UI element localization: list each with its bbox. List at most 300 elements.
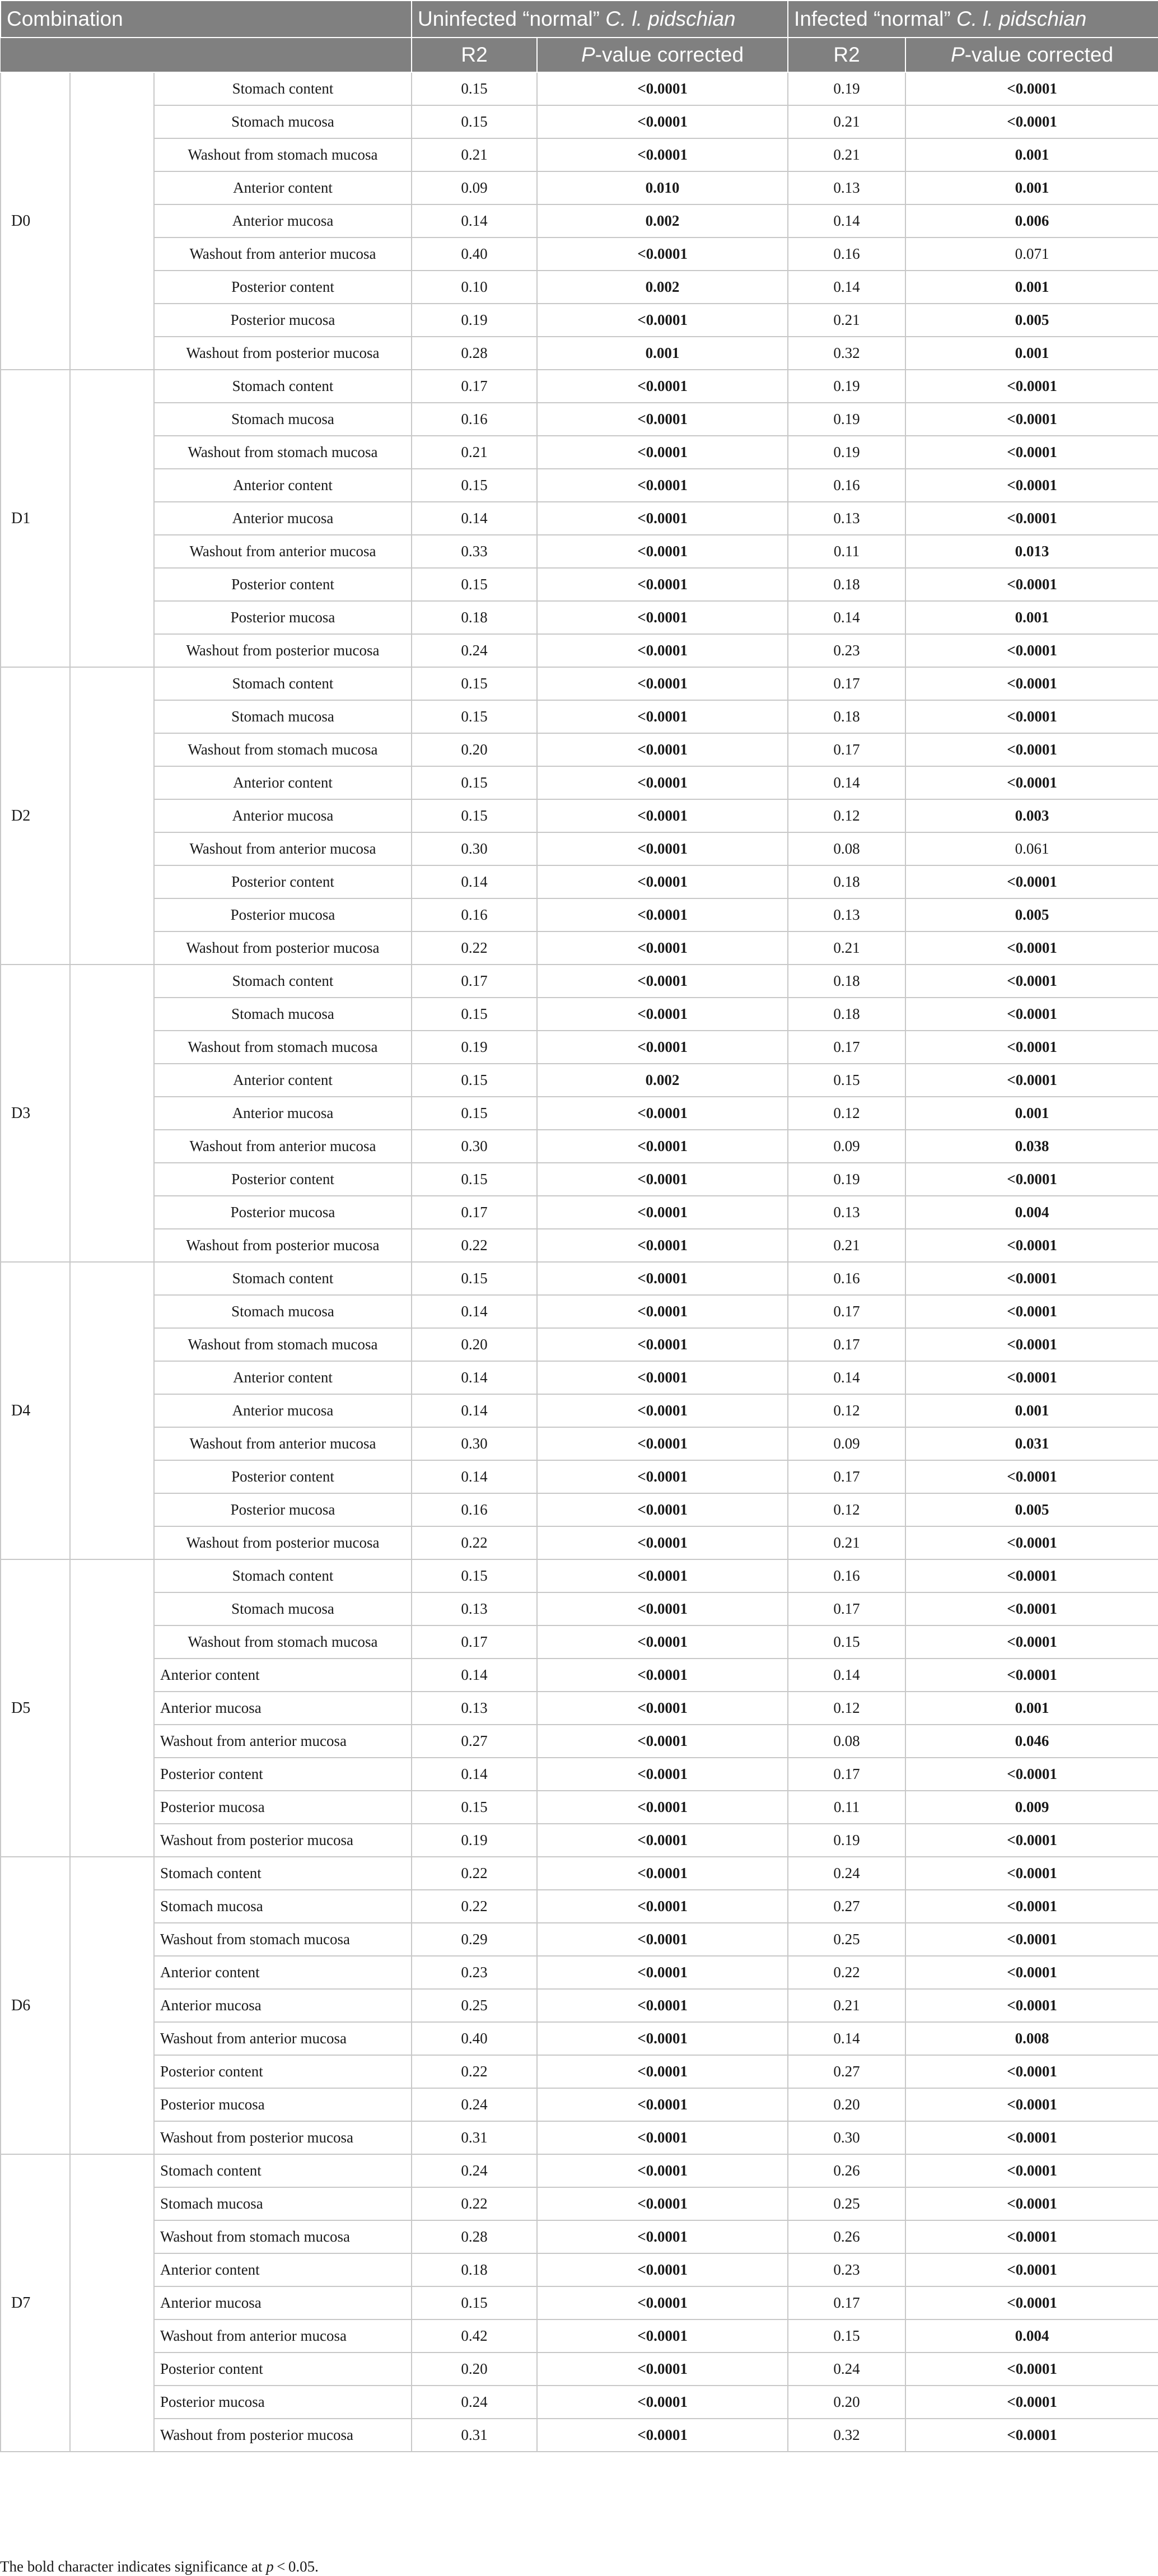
r2-uninfected-cell: 0.22 — [412, 1857, 537, 1890]
p-infected-cell: 0.004 — [905, 2319, 1158, 2353]
comparison-cell: Anterior mucosa — [154, 502, 412, 535]
p-infected-cell: <0.0001 — [905, 998, 1158, 1031]
p-infected-cell: <0.0001 — [905, 1361, 1158, 1394]
p-infected-cell: 0.001 — [905, 601, 1158, 634]
r2-infected-cell: 0.21 — [788, 1526, 905, 1559]
r2-infected-cell: 0.12 — [788, 1394, 905, 1427]
r2-infected-cell: 0.14 — [788, 601, 905, 634]
p-uninfected-cell: <0.0001 — [537, 898, 788, 931]
comparison-cell: Posterior mucosa — [154, 1196, 412, 1229]
p-uninfected-cell: <0.0001 — [537, 1361, 788, 1394]
r2-infected-cell: 0.21 — [788, 105, 905, 138]
comparison-cell: Posterior content — [154, 2055, 412, 2088]
r2-uninfected-cell: 0.15 — [412, 1262, 537, 1295]
day-label: D1 — [1, 370, 70, 667]
r2-infected-cell: 0.26 — [788, 2220, 905, 2253]
header-uninfected-prefix: Uninfected “normal” — [418, 7, 606, 30]
r2-infected-cell: 0.21 — [788, 1989, 905, 2022]
table-row — [1, 204, 1158, 237]
comparison-cell: Stomach content — [154, 72, 412, 105]
p-infected-cell: <0.0001 — [905, 2154, 1158, 2187]
r2-uninfected-cell: 0.15 — [412, 568, 537, 601]
p-uninfected-cell: <0.0001 — [537, 1725, 788, 1758]
p-uninfected-cell: <0.0001 — [537, 1097, 788, 1130]
r2-uninfected-cell: 0.15 — [412, 1064, 537, 1097]
r2-infected-cell: 0.18 — [788, 998, 905, 1031]
comparison-cell: Anterior content — [154, 1064, 412, 1097]
comparison-cell: Washout from anterior mucosa — [154, 832, 412, 865]
r2-uninfected-cell: 0.14 — [412, 1394, 537, 1427]
p-uninfected-cell: <0.0001 — [537, 535, 788, 568]
p-uninfected-cell: <0.0001 — [537, 469, 788, 502]
r2-uninfected-cell: 0.09 — [412, 171, 537, 204]
r2-uninfected-cell: 0.14 — [412, 204, 537, 237]
table-row — [1, 1031, 1158, 1064]
r2-infected-cell: 0.14 — [788, 1659, 905, 1692]
p-uninfected-cell: <0.0001 — [537, 2088, 788, 2121]
header-r2-uninfected — [412, 38, 537, 72]
comparison-cell: Washout from posterior mucosa — [154, 1824, 412, 1857]
r2-uninfected-cell: 0.15 — [412, 72, 537, 105]
table-row — [1, 2386, 1158, 2419]
r2-infected-cell: 0.15 — [788, 1625, 905, 1659]
r2-uninfected-cell: 0.15 — [412, 766, 537, 799]
table-row — [1, 2121, 1158, 2154]
r2-uninfected-cell: 0.22 — [412, 2187, 537, 2220]
p-infected-cell: <0.0001 — [905, 1328, 1158, 1361]
table-row — [1, 1659, 1158, 1692]
r2-uninfected-cell: 0.15 — [412, 1097, 537, 1130]
p-infected-cell: 0.031 — [905, 1427, 1158, 1460]
r2-uninfected-cell: 0.33 — [412, 535, 537, 568]
r2-uninfected-cell: 0.13 — [412, 1592, 537, 1625]
table-row — [1, 1493, 1158, 1526]
r2-uninfected-cell: 0.19 — [412, 1031, 537, 1064]
comparison-cell: Stomach content — [154, 2154, 412, 2187]
r2-infected-cell: 0.12 — [788, 1097, 905, 1130]
table-row — [1, 634, 1158, 667]
p-infected-cell: <0.0001 — [905, 1064, 1158, 1097]
p-uninfected-cell: <0.0001 — [537, 1625, 788, 1659]
r2-uninfected-cell: 0.14 — [412, 1295, 537, 1328]
vs-label — [70, 1559, 154, 1857]
comparison-cell: Washout from stomach mucosa — [154, 138, 412, 171]
p-uninfected-cell: <0.0001 — [537, 1824, 788, 1857]
p-infected-cell: <0.0001 — [905, 2220, 1158, 2253]
p-uninfected-cell: <0.0001 — [537, 2286, 788, 2319]
p-uninfected-cell: <0.0001 — [537, 1659, 788, 1692]
p-uninfected-cell: <0.0001 — [537, 1493, 788, 1526]
p-infected-cell: <0.0001 — [905, 1956, 1158, 1989]
vs-label — [70, 370, 154, 667]
p-infected-cell: <0.0001 — [905, 965, 1158, 998]
r2-infected-cell: 0.15 — [788, 2319, 905, 2353]
table-row — [1, 568, 1158, 601]
table-row — [1, 337, 1158, 370]
r2-infected-cell: 0.25 — [788, 2187, 905, 2220]
p-infected-cell: 0.013 — [905, 535, 1158, 568]
r2-infected-cell: 0.14 — [788, 766, 905, 799]
vs-label — [70, 72, 154, 370]
comparison-cell: Washout from stomach mucosa — [154, 2220, 412, 2253]
p-uninfected-cell: <0.0001 — [537, 733, 788, 766]
r2-infected-cell: 0.12 — [788, 799, 905, 832]
r2-infected-cell: 0.09 — [788, 1427, 905, 1460]
comparison-cell: Washout from anterior mucosa — [154, 535, 412, 568]
comparison-cell: Washout from stomach mucosa — [154, 1031, 412, 1064]
r2-uninfected-cell: 0.17 — [412, 1625, 537, 1659]
comparison-cell: Anterior mucosa — [154, 204, 412, 237]
comparison-cell: Stomach content — [154, 1262, 412, 1295]
p-infected-cell: <0.0001 — [905, 1890, 1158, 1923]
p-infected-cell: <0.0001 — [905, 733, 1158, 766]
p-uninfected-cell: 0.002 — [537, 204, 788, 237]
comparison-cell: Posterior mucosa — [154, 601, 412, 634]
r2-infected-cell: 0.16 — [788, 237, 905, 271]
comparison-cell: Stomach mucosa — [154, 403, 412, 436]
header-infected — [788, 1, 1158, 38]
table-row — [1, 1791, 1158, 1824]
header-row-metrics — [1, 38, 1158, 72]
p-infected-cell: <0.0001 — [905, 2386, 1158, 2419]
p-infected-cell: <0.0001 — [905, 2353, 1158, 2386]
p-infected-cell: 0.046 — [905, 1725, 1158, 1758]
table-row — [1, 2253, 1158, 2286]
r2-infected-cell: 0.23 — [788, 2253, 905, 2286]
table-row — [1, 1526, 1158, 1559]
comparison-cell: Stomach mucosa — [154, 105, 412, 138]
r2-uninfected-cell: 0.15 — [412, 667, 537, 700]
table-row — [1, 998, 1158, 1031]
table-row — [1, 1592, 1158, 1625]
r2-uninfected-cell: 0.14 — [412, 502, 537, 535]
table-row — [1, 1295, 1158, 1328]
p-infected-cell: <0.0001 — [905, 502, 1158, 535]
comparison-cell: Posterior content — [154, 1460, 412, 1493]
header-infected-prefix: Infected “normal” — [794, 7, 956, 30]
p-infected-cell: 0.001 — [905, 1394, 1158, 1427]
p-uninfected-cell: 0.002 — [537, 1064, 788, 1097]
comparison-cell: Anterior content — [154, 766, 412, 799]
p-uninfected-cell: <0.0001 — [537, 1890, 788, 1923]
r2-uninfected-cell: 0.29 — [412, 1923, 537, 1956]
table-row — [1, 965, 1158, 998]
vs-label — [70, 2154, 154, 2452]
p-infected-cell: <0.0001 — [905, 1262, 1158, 1295]
r2-uninfected-cell: 0.15 — [412, 700, 537, 733]
comparison-cell: Washout from anterior mucosa — [154, 1725, 412, 1758]
r2-uninfected-cell: 0.31 — [412, 2121, 537, 2154]
table-row — [1, 1163, 1158, 1196]
p-infected-cell: <0.0001 — [905, 1989, 1158, 2022]
comparison-cell: Stomach mucosa — [154, 1890, 412, 1923]
p-infected-cell: <0.0001 — [905, 667, 1158, 700]
p-uninfected-cell: <0.0001 — [537, 1989, 788, 2022]
r2-infected-cell: 0.09 — [788, 1130, 905, 1163]
comparison-cell: Stomach content — [154, 370, 412, 403]
table-row — [1, 931, 1158, 965]
comparison-cell: Posterior content — [154, 2353, 412, 2386]
header-p-uninfected — [537, 38, 788, 72]
footnote-prefix: The bold character indicates significance at — [0, 2558, 267, 2575]
table-row — [1, 370, 1158, 403]
table-row — [1, 2220, 1158, 2253]
r2-uninfected-cell: 0.30 — [412, 1427, 537, 1460]
p-infected-cell: <0.0001 — [905, 1659, 1158, 1692]
r2-infected-cell: 0.18 — [788, 865, 905, 898]
p-uninfected-cell: <0.0001 — [537, 1196, 788, 1229]
r2-infected-cell: 0.08 — [788, 1725, 905, 1758]
p-uninfected-cell: <0.0001 — [537, 799, 788, 832]
table-row — [1, 1824, 1158, 1857]
p-uninfected-cell: <0.0001 — [537, 667, 788, 700]
comparison-cell: Anterior mucosa — [154, 1692, 412, 1725]
p-infected-cell: 0.005 — [905, 898, 1158, 931]
table-row — [1, 1923, 1158, 1956]
p-infected-cell: 0.001 — [905, 171, 1158, 204]
table-row — [1, 1130, 1158, 1163]
comparison-cell: Washout from posterior mucosa — [154, 931, 412, 965]
comparison-cell: Posterior mucosa — [154, 2386, 412, 2419]
r2-infected-cell: 0.13 — [788, 502, 905, 535]
p-uninfected-cell: <0.0001 — [537, 138, 788, 171]
comparison-cell: Posterior mucosa — [154, 1791, 412, 1824]
comparison-cell: Stomach mucosa — [154, 700, 412, 733]
p-uninfected-cell: <0.0001 — [537, 502, 788, 535]
r2-uninfected-cell: 0.15 — [412, 1559, 537, 1592]
r2-uninfected-cell: 0.14 — [412, 1361, 537, 1394]
comparison-cell: Posterior mucosa — [154, 898, 412, 931]
comparison-cell: Posterior content — [154, 1758, 412, 1791]
table-row — [1, 766, 1158, 799]
r2-uninfected-cell: 0.30 — [412, 832, 537, 865]
r2-uninfected-cell: 0.15 — [412, 105, 537, 138]
p-infected-cell: <0.0001 — [905, 766, 1158, 799]
p-infected-cell: 0.001 — [905, 271, 1158, 304]
table-row — [1, 1196, 1158, 1229]
day-label: D4 — [1, 1262, 70, 1559]
table-row — [1, 2319, 1158, 2353]
r2-uninfected-cell: 0.28 — [412, 337, 537, 370]
p-uninfected-cell: <0.0001 — [537, 865, 788, 898]
comparison-cell: Stomach mucosa — [154, 1295, 412, 1328]
comparison-cell: Anterior content — [154, 171, 412, 204]
p-infected-cell: 0.001 — [905, 1097, 1158, 1130]
p-infected-cell: <0.0001 — [905, 1758, 1158, 1791]
r2-infected-cell: 0.20 — [788, 2386, 905, 2419]
p-infected-cell: <0.0001 — [905, 2419, 1158, 2452]
table-row — [1, 1460, 1158, 1493]
p-infected-cell: 0.003 — [905, 799, 1158, 832]
r2-infected-cell: 0.14 — [788, 1361, 905, 1394]
r2-uninfected-cell: 0.15 — [412, 998, 537, 1031]
p-uninfected-cell: <0.0001 — [537, 700, 788, 733]
comparison-cell: Anterior mucosa — [154, 2286, 412, 2319]
comparison-cell: Posterior content — [154, 271, 412, 304]
table-body — [1, 72, 1158, 2452]
table-row — [1, 237, 1158, 271]
r2-uninfected-cell: 0.18 — [412, 2253, 537, 2286]
header-p-rest: -value corrected — [595, 43, 744, 66]
r2-infected-cell: 0.19 — [788, 1163, 905, 1196]
p-uninfected-cell: <0.0001 — [537, 832, 788, 865]
r2-infected-cell: 0.08 — [788, 832, 905, 865]
r2-infected-cell: 0.18 — [788, 700, 905, 733]
table-row — [1, 1097, 1158, 1130]
p-uninfected-cell: <0.0001 — [537, 1758, 788, 1791]
r2-uninfected-cell: 0.21 — [412, 436, 537, 469]
vs-label — [70, 965, 154, 1262]
table-row — [1, 667, 1158, 700]
r2-infected-cell: 0.27 — [788, 1890, 905, 1923]
r2-infected-cell: 0.17 — [788, 1460, 905, 1493]
comparison-cell: Stomach content — [154, 1857, 412, 1890]
table-row — [1, 502, 1158, 535]
r2-uninfected-cell: 0.22 — [412, 2055, 537, 2088]
p-uninfected-cell: <0.0001 — [537, 2121, 788, 2154]
p-infected-cell: <0.0001 — [905, 1559, 1158, 1592]
r2-infected-cell: 0.14 — [788, 204, 905, 237]
r2-uninfected-cell: 0.21 — [412, 138, 537, 171]
r2-uninfected-cell: 0.15 — [412, 1163, 537, 1196]
p-infected-cell: <0.0001 — [905, 469, 1158, 502]
p-infected-cell: 0.061 — [905, 832, 1158, 865]
r2-infected-cell: 0.21 — [788, 931, 905, 965]
comparison-cell: Posterior content — [154, 568, 412, 601]
p-uninfected-cell: <0.0001 — [537, 1956, 788, 1989]
p-uninfected-cell: <0.0001 — [537, 304, 788, 337]
r2-infected-cell: 0.26 — [788, 2154, 905, 2187]
r2-uninfected-cell: 0.19 — [412, 1824, 537, 1857]
footnote-suffix: < 0.05. — [273, 2558, 319, 2575]
r2-infected-cell: 0.13 — [788, 898, 905, 931]
r2-uninfected-cell: 0.27 — [412, 1725, 537, 1758]
p-uninfected-cell: <0.0001 — [537, 403, 788, 436]
table-row — [1, 832, 1158, 865]
header-row-groups — [1, 1, 1158, 38]
table-row — [1, 1229, 1158, 1262]
r2-uninfected-cell: 0.16 — [412, 1493, 537, 1526]
r2-uninfected-cell: 0.16 — [412, 898, 537, 931]
r2-infected-cell: 0.13 — [788, 1196, 905, 1229]
comparison-cell: Anterior content — [154, 469, 412, 502]
r2-uninfected-cell: 0.24 — [412, 2386, 537, 2419]
r2-uninfected-cell: 0.23 — [412, 1956, 537, 1989]
header-p-italic: P — [581, 43, 595, 66]
p-infected-cell: 0.008 — [905, 2022, 1158, 2055]
p-infected-cell: <0.0001 — [905, 1857, 1158, 1890]
table-row — [1, 2154, 1158, 2187]
comparison-cell: Washout from anterior mucosa — [154, 237, 412, 271]
table-row — [1, 1692, 1158, 1725]
p-infected-cell: <0.0001 — [905, 403, 1158, 436]
p-uninfected-cell: <0.0001 — [537, 2419, 788, 2452]
r2-infected-cell: 0.23 — [788, 634, 905, 667]
day-label: D3 — [1, 965, 70, 1262]
r2-infected-cell: 0.19 — [788, 72, 905, 105]
r2-uninfected-cell: 0.42 — [412, 2319, 537, 2353]
day-label: D5 — [1, 1559, 70, 1857]
r2-infected-cell: 0.11 — [788, 535, 905, 568]
p-uninfected-cell: 0.002 — [537, 271, 788, 304]
r2-infected-cell: 0.19 — [788, 370, 905, 403]
r2-uninfected-cell: 0.15 — [412, 2286, 537, 2319]
header-blank — [1, 38, 412, 72]
table-row — [1, 2055, 1158, 2088]
p-uninfected-cell: <0.0001 — [537, 1130, 788, 1163]
p-uninfected-cell: 0.001 — [537, 337, 788, 370]
comparison-cell: Washout from anterior mucosa — [154, 2319, 412, 2353]
comparison-cell: Stomach content — [154, 965, 412, 998]
p-infected-cell: <0.0001 — [905, 1824, 1158, 1857]
p-uninfected-cell: <0.0001 — [537, 1328, 788, 1361]
r2-uninfected-cell: 0.13 — [412, 1692, 537, 1725]
comparison-cell: Washout from posterior mucosa — [154, 1229, 412, 1262]
r2-uninfected-cell: 0.20 — [412, 733, 537, 766]
table-row — [1, 403, 1158, 436]
r2-uninfected-cell: 0.40 — [412, 237, 537, 271]
r2-uninfected-cell: 0.17 — [412, 370, 537, 403]
p-uninfected-cell: <0.0001 — [537, 1559, 788, 1592]
r2-uninfected-cell: 0.14 — [412, 1659, 537, 1692]
comparison-cell: Washout from anterior mucosa — [154, 1130, 412, 1163]
p-infected-cell: <0.0001 — [905, 72, 1158, 105]
r2-infected-cell: 0.18 — [788, 965, 905, 998]
comparison-cell: Washout from posterior mucosa — [154, 2121, 412, 2154]
r2-uninfected-cell: 0.18 — [412, 601, 537, 634]
comparison-cell: Posterior content — [154, 1163, 412, 1196]
p-uninfected-cell: 0.010 — [537, 171, 788, 204]
table-row — [1, 2419, 1158, 2452]
r2-infected-cell: 0.21 — [788, 304, 905, 337]
p-infected-cell: <0.0001 — [905, 105, 1158, 138]
p-infected-cell: 0.038 — [905, 1130, 1158, 1163]
comparison-cell: Posterior mucosa — [154, 1493, 412, 1526]
table-row — [1, 171, 1158, 204]
r2-infected-cell: 0.32 — [788, 2419, 905, 2452]
p-uninfected-cell: <0.0001 — [537, 1526, 788, 1559]
p-uninfected-cell: <0.0001 — [537, 1592, 788, 1625]
r2-uninfected-cell: 0.24 — [412, 634, 537, 667]
comparison-cell: Washout from stomach mucosa — [154, 436, 412, 469]
vs-label — [70, 667, 154, 965]
p-infected-cell: 0.004 — [905, 1196, 1158, 1229]
comparison-cell: Anterior mucosa — [154, 1394, 412, 1427]
table-row — [1, 1989, 1158, 2022]
comparison-cell: Anterior content — [154, 1361, 412, 1394]
r2-infected-cell: 0.20 — [788, 2088, 905, 2121]
p-uninfected-cell: <0.0001 — [537, 2386, 788, 2419]
r2-infected-cell: 0.24 — [788, 1857, 905, 1890]
p-infected-cell: <0.0001 — [905, 2286, 1158, 2319]
r2-infected-cell: 0.25 — [788, 1923, 905, 1956]
p-uninfected-cell: <0.0001 — [537, 1791, 788, 1824]
comparison-cell: Stomach mucosa — [154, 2187, 412, 2220]
r2-infected-cell: 0.17 — [788, 1758, 905, 1791]
p-infected-cell: 0.005 — [905, 1493, 1158, 1526]
header-r2-label: R2 — [833, 43, 860, 66]
r2-infected-cell: 0.12 — [788, 1493, 905, 1526]
r2-uninfected-cell: 0.25 — [412, 1989, 537, 2022]
table-row — [1, 271, 1158, 304]
r2-infected-cell: 0.14 — [788, 2022, 905, 2055]
r2-infected-cell: 0.16 — [788, 469, 905, 502]
p-infected-cell: <0.0001 — [905, 1592, 1158, 1625]
p-infected-cell: <0.0001 — [905, 370, 1158, 403]
r2-uninfected-cell: 0.30 — [412, 1130, 537, 1163]
comparison-cell: Anterior mucosa — [154, 1989, 412, 2022]
p-infected-cell: <0.0001 — [905, 700, 1158, 733]
